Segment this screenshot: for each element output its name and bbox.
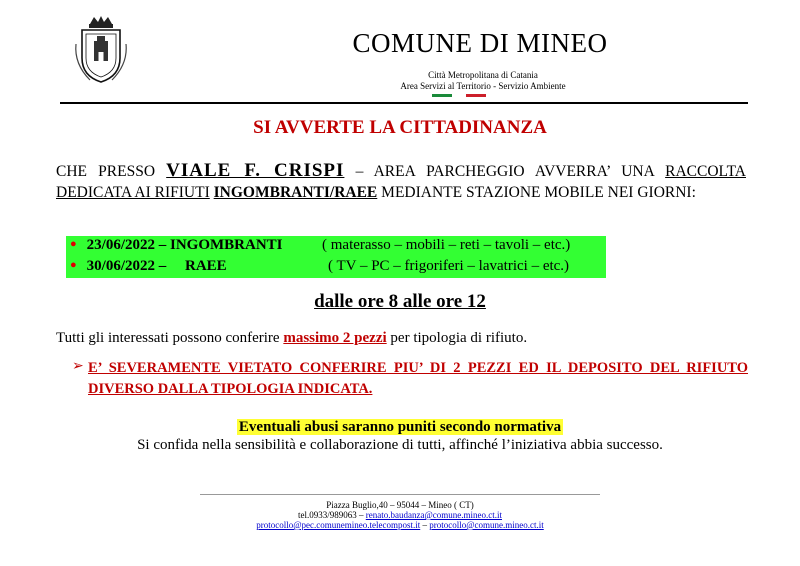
waste-type-text: INGOMBRANTI/RAEE <box>213 184 378 201</box>
flag-stripe-red <box>466 94 486 97</box>
intro-prefix: CHE PRESSO <box>56 163 167 180</box>
notice-paragraph <box>56 160 746 203</box>
prohibition-text: E’ SEVERAMENTE VIETATO CONFERIRE PIU’ DI 2 PEZZI ED IL DEPOSITO DEL RIFIUTO DIVERSO DALLA TIPOLOGIA INDICATA. <box>88 360 748 397</box>
header-subtitle-area: Area Servizi al Territorio - Servizio Ambiente <box>400 81 566 91</box>
location-text: VIALE F. CRISPI <box>166 160 345 181</box>
municipal-crest-icon <box>72 14 130 86</box>
info-prefix: Tutti gli interessati possono conferire <box>56 330 284 346</box>
notice-heading: SI AVVERTE LA CITTADINANZA <box>253 117 547 138</box>
schedule-date-type: 30/06/2022 – RAEE <box>86 258 227 274</box>
arrow-bullet-icon: ➢ <box>72 359 84 374</box>
header-subtitle-city: Città Metropolitana di Catania <box>428 70 538 80</box>
footer-tel: tel.0933/989063 – <box>298 510 366 520</box>
footer-emails <box>0 520 800 530</box>
trust-text: Si confida nella sensibilità e collaborazione di tutti, affinché l’iniziativa abbia successo. <box>137 437 663 453</box>
collection-hours: dalle ore 8 alle ore 12 <box>314 291 486 312</box>
schedule-items: ( materasso – mobili – reti – tavoli – etc.) <box>322 237 571 253</box>
intro-suffix: MEDIANTE STAZIONE MOBILE NEI GIORNI: <box>377 184 696 201</box>
intro-mid: – AREA PARCHEGGIO AVVERRA’ UNA <box>344 163 666 180</box>
page-title: COMUNE DI MINEO <box>352 28 608 58</box>
abuses-line <box>0 418 800 436</box>
flag-stripe-green <box>432 94 452 97</box>
schedule-items: ( TV – PC – frigoriferi – lavatrici – etc.) <box>328 258 570 274</box>
schedule-item <box>70 237 571 254</box>
abuses-text: Eventuali abusi saranno puniti secondo normativa <box>238 419 562 435</box>
collection-text: RACCOLTA DEDICATA AI RIFIUTI <box>56 163 746 201</box>
pec-link[interactable]: protocollo@pec.comunemineo.telecompost.it <box>256 520 421 530</box>
header-divider <box>60 102 748 104</box>
schedule-date-type: 23/06/2022 – INGOMBRANTI <box>86 237 283 253</box>
footer-address: Piazza Buglio,40 – 95044 – Mineo ( CT) <box>326 500 474 510</box>
bullet-icon: ● <box>70 238 77 250</box>
footer-contacts <box>0 510 800 520</box>
email-link[interactable]: renato.baudanza@comune.mineo.ct.it <box>365 510 502 520</box>
info-line <box>56 330 527 347</box>
schedule-item <box>70 258 570 275</box>
protocol-email-link[interactable]: protocollo@comune.mineo.ct.it <box>429 520 544 530</box>
max-pieces: massimo 2 pezzi <box>283 330 387 346</box>
bullet-icon: ● <box>70 259 77 271</box>
footer-divider <box>200 494 600 495</box>
info-suffix: per tipologia di rifiuto. <box>386 330 528 346</box>
footer-separator: – <box>420 520 430 530</box>
